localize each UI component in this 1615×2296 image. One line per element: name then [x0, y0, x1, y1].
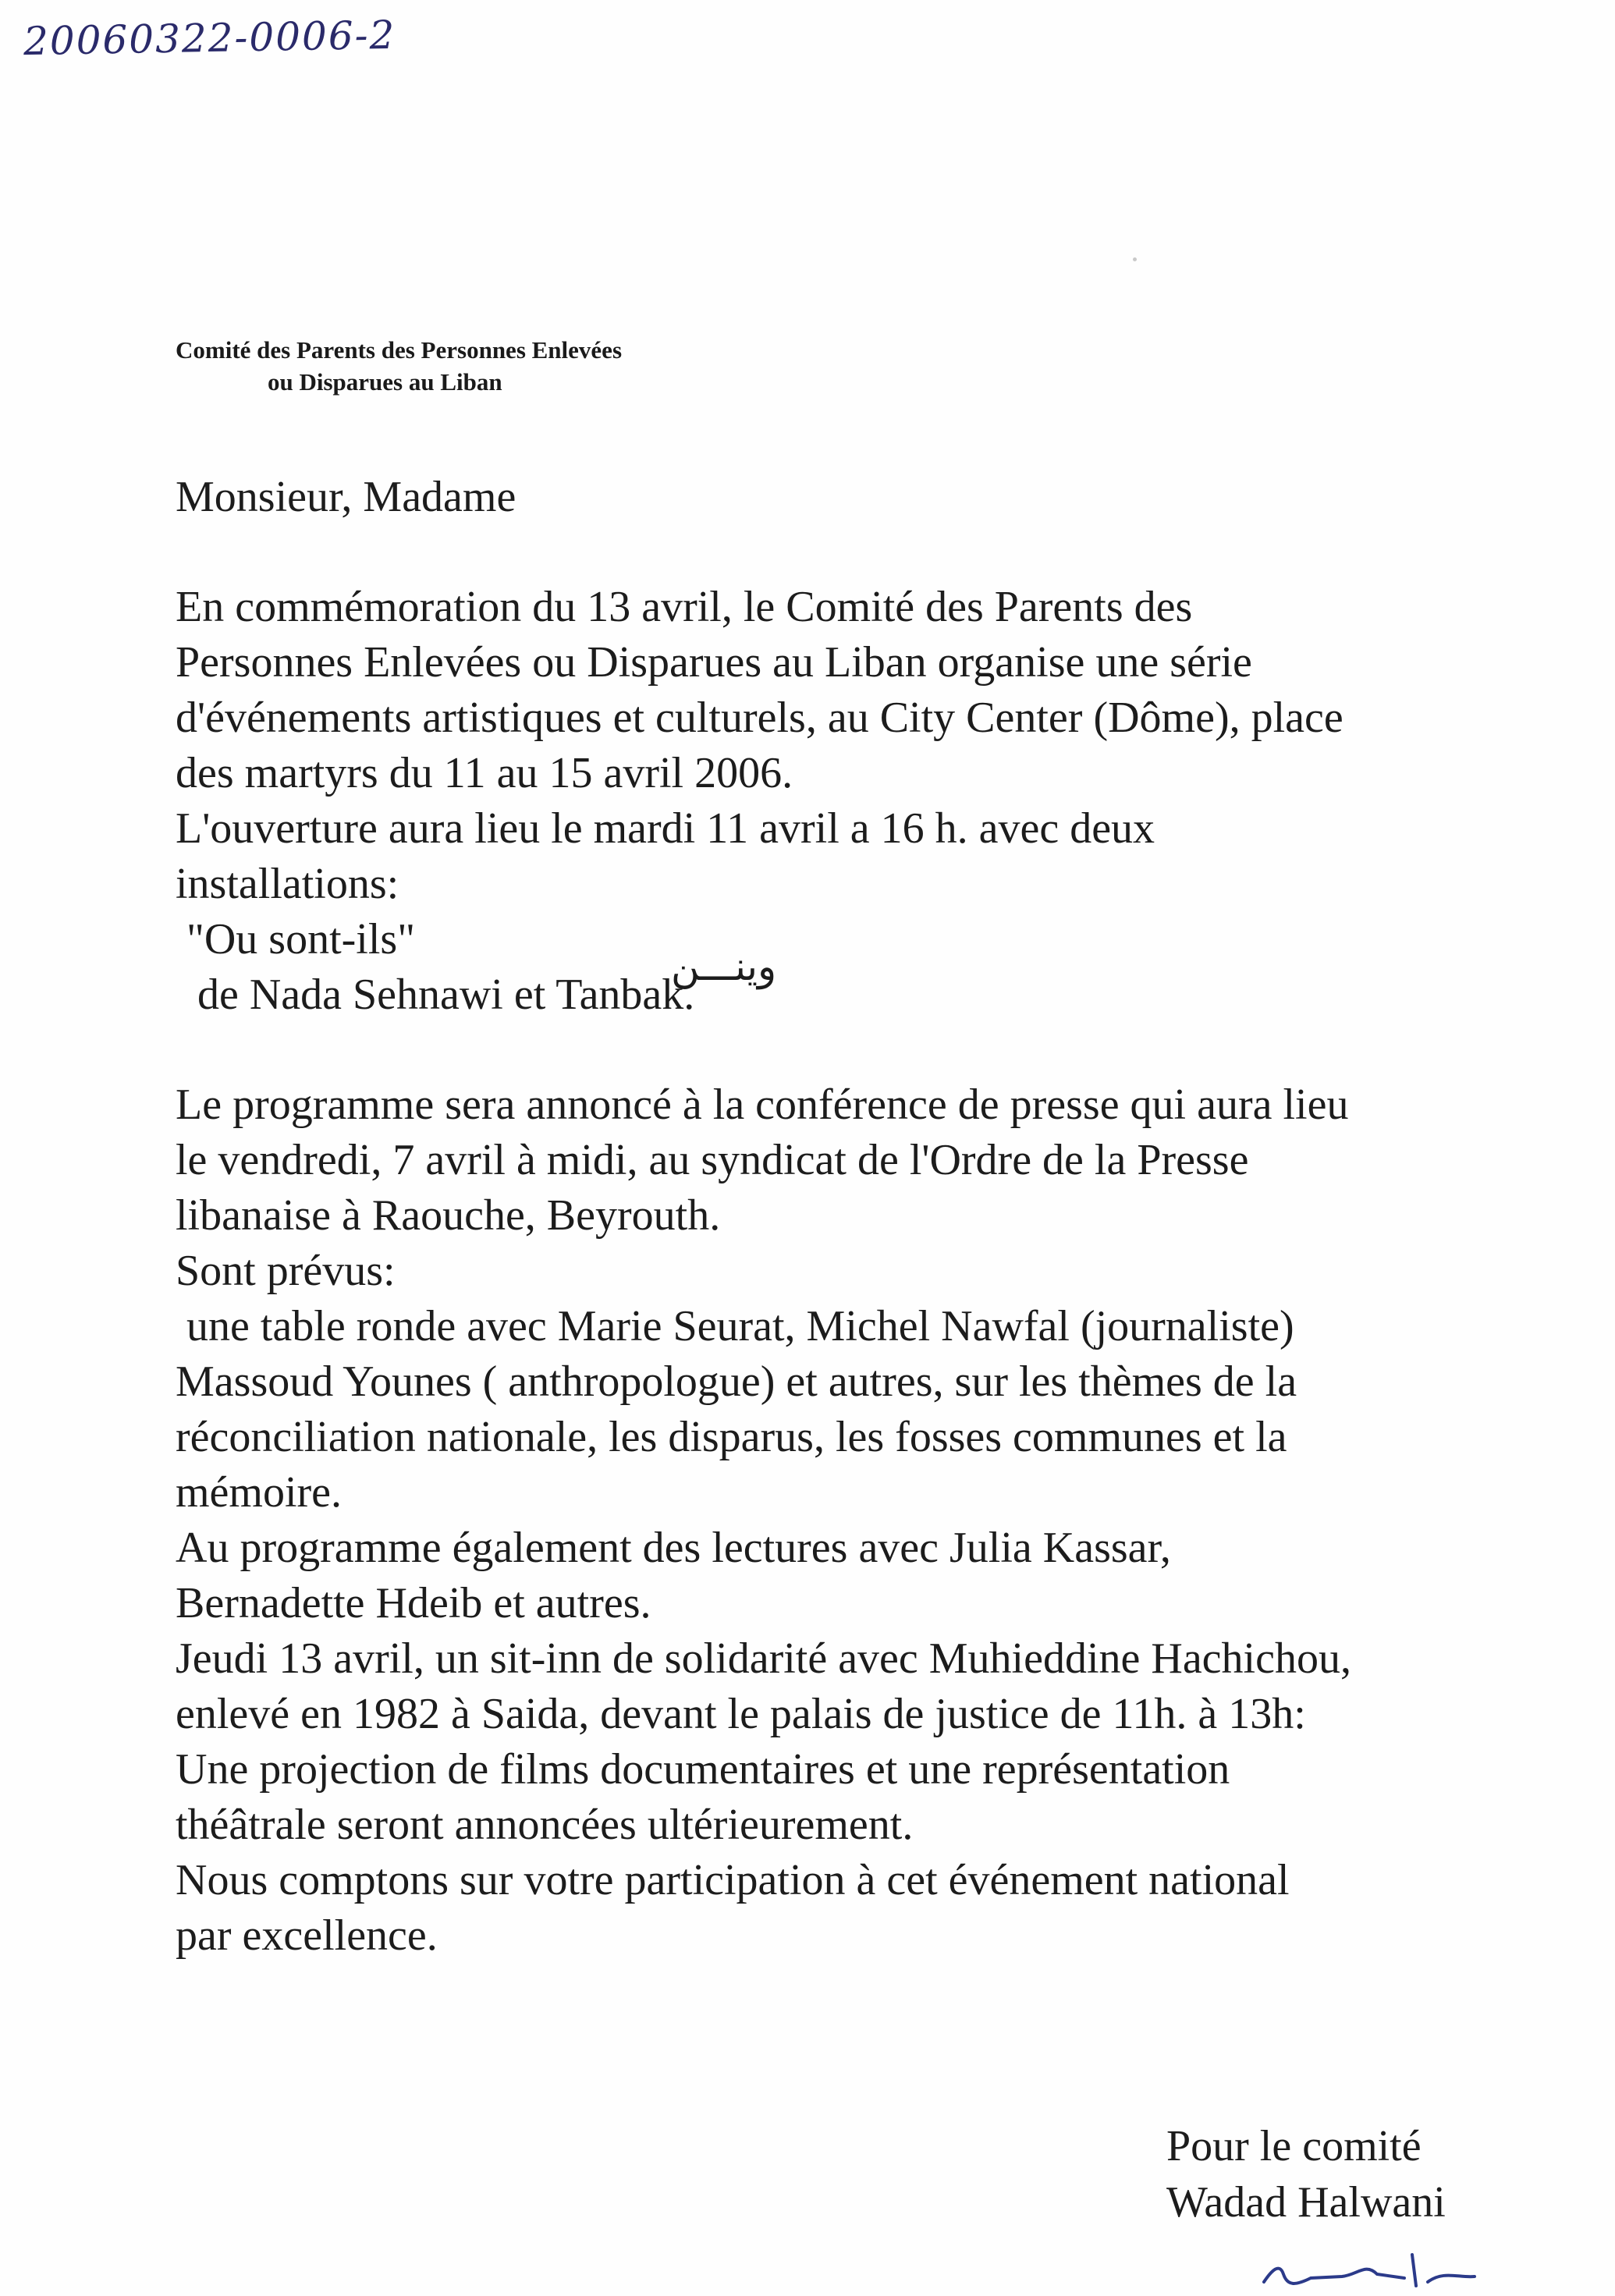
closing-line-1: Pour le comité	[1166, 2122, 1422, 2170]
handwritten-signature	[1248, 2239, 1482, 2294]
closing-block	[1166, 2118, 1446, 2230]
body-line: enlevé en 1982 à Saida, devant le palais de justice de 11h. à 13h:	[176, 1690, 1306, 1738]
letter-body	[176, 470, 1580, 1964]
body-line: une table ronde avec Marie Seurat, Michel Nawfal (journaliste)	[176, 1302, 1294, 1350]
body-line: installations:	[176, 860, 399, 908]
signatory-name: Wadad Halwani	[1166, 2178, 1446, 2227]
body-line: Le programme sera annoncé à la conférence de presse qui aura lieu	[176, 1081, 1349, 1129]
body-line: Au programme également des lectures avec Julia Kassar,	[176, 1524, 1171, 1572]
body-line: de Nada Sehnawi et Tanbak.	[176, 971, 695, 1019]
body-line: réconciliation nationale, les disparus, les fosses communes et la	[176, 1413, 1287, 1461]
body-line: Massoud Younes ( anthropologue) et autres, sur les thèmes de la	[176, 1357, 1297, 1406]
body-line: théâtrale seront annoncées ultérieurement.	[176, 1801, 914, 1849]
letterhead	[176, 334, 622, 398]
arabic-installation-title: وينـــن	[671, 944, 777, 989]
body-line: Bernadette Hdeib et autres.	[176, 1579, 651, 1627]
body-line: "Ou sont-ils"	[176, 915, 416, 963]
body-line: le vendredi, 7 avril à midi, au syndicat de l'Ordre de la Presse	[176, 1136, 1249, 1184]
body-line: d'événements artistiques et culturels, au City Center (Dôme), place	[176, 694, 1343, 742]
body-line: Nous comptons sur votre participation à cet événement national	[176, 1856, 1290, 1904]
handwritten-reference-number: 20060322-0006-2	[23, 12, 396, 65]
paper-speck	[1133, 257, 1137, 261]
body-line: des martyrs du 11 au 15 avril 2006.	[176, 749, 793, 797]
body-line: En commémoration du 13 avril, le Comité des Parents des	[176, 583, 1193, 631]
body-line: Sont prévus:	[176, 1247, 396, 1295]
body-line: Personnes Enlevées ou Disparues au Liban organise une série	[176, 638, 1252, 687]
body-line: mémoire.	[176, 1468, 343, 1517]
paragraph-programme	[176, 1077, 1580, 1964]
body-line: par excellence.	[176, 1911, 438, 1960]
body-line: L'ouverture aura lieu le mardi 11 avril a 16 h. avec deux	[176, 804, 1155, 853]
letterhead-line-1: Comité des Parents des Personnes Enlevées	[176, 336, 623, 364]
body-line: libanaise à Raouche, Beyrouth.	[176, 1191, 721, 1240]
letterhead-line-2: ou Disparues au Liban	[268, 368, 502, 396]
body-line: Jeudi 13 avril, un sit-inn de solidarité avec Muhieddine Hachichou,	[176, 1634, 1351, 1683]
salutation: Monsieur, Madame	[176, 473, 516, 521]
paragraph-announcement	[176, 580, 1580, 1023]
body-line: Une projection de films documentaires et une représentation	[176, 1745, 1230, 1794]
